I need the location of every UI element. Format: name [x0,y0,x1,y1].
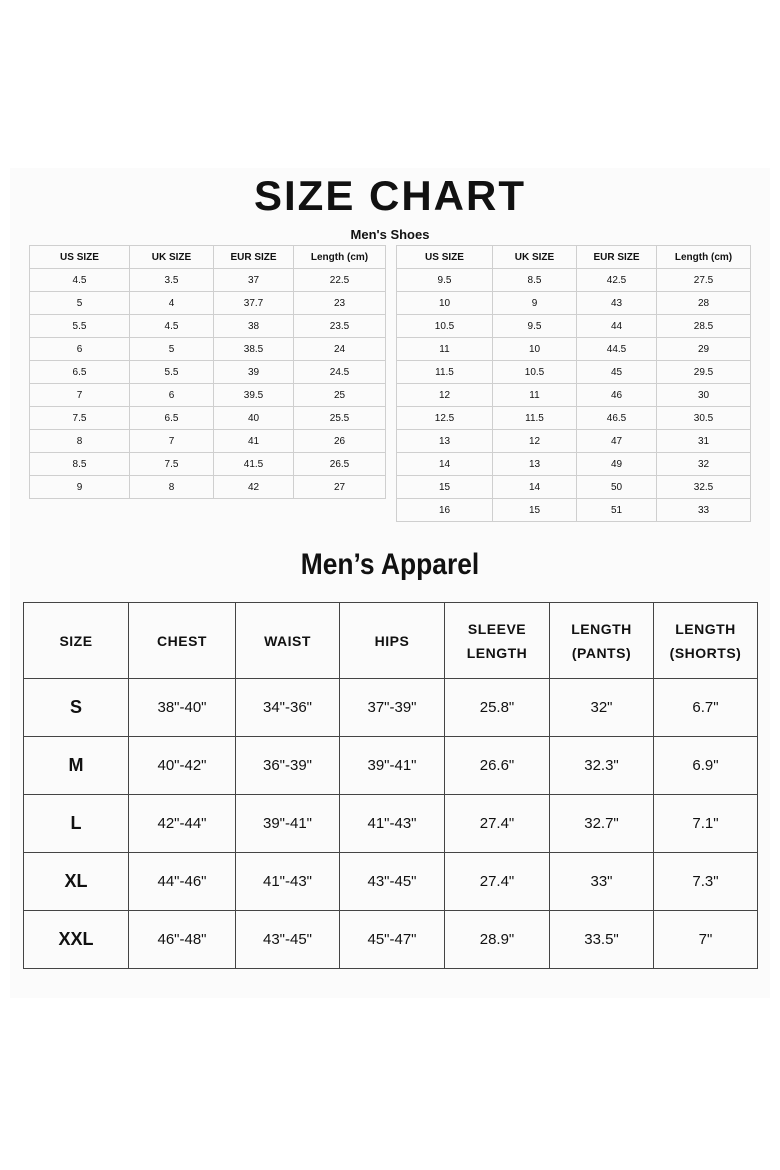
table-cell: 50 [577,476,657,499]
table-cell: 10.5 [493,361,577,384]
column-header [129,603,236,679]
table-cell: 32.3" [550,737,654,795]
table-cell: 29 [657,338,751,361]
table-cell: 7 [30,384,130,407]
table-cell: 40 [214,407,294,430]
table-cell: 5 [30,292,130,315]
table-row [30,338,386,361]
shoe-size-table-right [396,245,751,522]
apparel-size-table [23,602,758,969]
table-row [397,499,751,522]
table-row [30,361,386,384]
table-cell: 39 [214,361,294,384]
table-row [397,476,751,499]
table-row [397,407,751,430]
table-cell: 23 [294,292,386,315]
table-cell: 16 [397,499,493,522]
table-cell: 30 [657,384,751,407]
table-row [30,453,386,476]
table-cell: 5 [130,338,214,361]
table-cell: 9 [493,292,577,315]
table-cell: 41 [214,430,294,453]
table-cell: 11.5 [397,361,493,384]
table-cell: 27.5 [657,269,751,292]
table-row [397,292,751,315]
column-header: Length (cm) [657,246,751,269]
table-cell: 11.5 [493,407,577,430]
table-cell: 40"-42" [129,737,236,795]
table-cell: 10.5 [397,315,493,338]
table-cell: 42.5 [577,269,657,292]
table-row [397,338,751,361]
table-cell: 43"-45" [236,911,340,969]
table-cell: 31 [657,430,751,453]
table-row [24,853,758,911]
table-cell: 34"-36" [236,679,340,737]
table-cell: 29.5 [657,361,751,384]
table-cell: 26 [294,430,386,453]
table-cell: 42"-44" [129,795,236,853]
table-cell: 38"-40" [129,679,236,737]
table-cell: 43"-45" [340,853,445,911]
table-cell: 46 [577,384,657,407]
table-cell: 15 [397,476,493,499]
shoe-size-table-left [29,245,386,499]
column-header [654,603,758,679]
table-cell: 46.5 [577,407,657,430]
table-cell: 39.5 [214,384,294,407]
table-row [397,453,751,476]
table-row [24,679,758,737]
table-cell: 5.5 [130,361,214,384]
table-header-row [397,246,751,269]
page-title: SIZE CHART [254,172,526,219]
table-header-row [30,246,386,269]
table-cell: 37 [214,269,294,292]
table-cell: 30.5 [657,407,751,430]
table-cell: 39"-41" [236,795,340,853]
table-row [30,407,386,430]
table-cell: 12.5 [397,407,493,430]
apparel-title: Men’s Apparel [300,548,480,581]
table-cell: 27.4" [445,795,550,853]
table-cell: 10 [397,292,493,315]
table-row [24,911,758,969]
table-cell: XL [24,853,129,911]
table-cell: XXL [24,911,129,969]
table-row [397,269,751,292]
table-cell: M [24,737,129,795]
table-cell: 32.5 [657,476,751,499]
table-cell: 26.5 [294,453,386,476]
table-cell: 38.5 [214,338,294,361]
table-cell: 6 [130,384,214,407]
table-cell: 26.6" [445,737,550,795]
table-cell: 46"-48" [129,911,236,969]
table-cell: 33.5" [550,911,654,969]
table-cell: 27.4" [445,853,550,911]
table-cell: 32 [657,453,751,476]
column-header [445,603,550,679]
table-cell: 28.9" [445,911,550,969]
table-row [397,361,751,384]
table-cell: 11 [493,384,577,407]
table-cell: 14 [493,476,577,499]
table-row [30,269,386,292]
column-header-line: HIPS [374,632,410,649]
table-cell: 36"-39" [236,737,340,795]
table-cell: 3.5 [130,269,214,292]
column-header: EUR SIZE [577,246,657,269]
table-cell: 42 [214,476,294,499]
table-cell: 41"-43" [236,853,340,911]
column-header: US SIZE [30,246,130,269]
column-header-line: CHEST [157,632,207,649]
column-header [550,603,654,679]
column-header-line: (SHORTS) [669,644,742,661]
column-header: UK SIZE [130,246,214,269]
table-cell: 41"-43" [340,795,445,853]
table-row [397,430,751,453]
table-cell: 9.5 [397,269,493,292]
table-cell: 6 [30,338,130,361]
column-header [340,603,445,679]
table-cell: 12 [397,384,493,407]
table-cell: 6.5 [130,407,214,430]
table-cell: 13 [493,453,577,476]
table-cell: 8 [30,430,130,453]
table-cell: 22.5 [294,269,386,292]
column-header [24,603,129,679]
table-cell: 37.7 [214,292,294,315]
table-row [24,795,758,853]
table-cell: 28 [657,292,751,315]
table-cell: 15 [493,499,577,522]
table-cell: 10 [493,338,577,361]
column-header: EUR SIZE [214,246,294,269]
table-cell: 14 [397,453,493,476]
table-cell: 24.5 [294,361,386,384]
table-cell: 32" [550,679,654,737]
table-cell: 13 [397,430,493,453]
table-cell: 4 [130,292,214,315]
table-cell: 8.5 [493,269,577,292]
column-header-line: SLEEVE [467,620,527,637]
column-header-line: WAIST [264,632,311,649]
table-cell: 12 [493,430,577,453]
table-cell: 25 [294,384,386,407]
table-cell: 37"-39" [340,679,445,737]
table-cell: 39"-41" [340,737,445,795]
table-row [30,384,386,407]
table-cell: 28.5 [657,315,751,338]
table-cell: 7.3" [654,853,758,911]
table-cell: 9 [30,476,130,499]
table-cell: 7.1" [654,795,758,853]
table-cell: 11 [397,338,493,361]
table-cell: 32.7" [550,795,654,853]
table-cell: 33 [657,499,751,522]
column-header-line: (PANTS) [571,644,632,661]
column-header-line: LENGTH [571,620,632,637]
table-cell: 43 [577,292,657,315]
table-cell: 45"-47" [340,911,445,969]
table-cell: 6.7" [654,679,758,737]
table-cell: 7.5 [130,453,214,476]
table-cell: 7 [130,430,214,453]
table-cell: 6.5 [30,361,130,384]
table-cell: 41.5 [214,453,294,476]
table-cell: 44 [577,315,657,338]
table-cell: 5.5 [30,315,130,338]
column-header-line: LENGTH [675,620,736,637]
table-row [30,292,386,315]
table-cell: 8 [130,476,214,499]
shoes-subtitle: Men's Shoes [350,227,430,242]
table-cell: 7.5 [30,407,130,430]
column-header-line: LENGTH [466,644,528,661]
column-header: Length (cm) [294,246,386,269]
table-cell: 8.5 [30,453,130,476]
table-cell: 44"-46" [129,853,236,911]
column-header [236,603,340,679]
table-cell: 6.9" [654,737,758,795]
table-cell: S [24,679,129,737]
table-header-row [24,603,758,679]
table-row [397,315,751,338]
column-header: UK SIZE [493,246,577,269]
table-row [30,430,386,453]
table-cell: L [24,795,129,853]
table-cell: 4.5 [130,315,214,338]
table-cell: 47 [577,430,657,453]
table-cell: 25.5 [294,407,386,430]
table-cell: 4.5 [30,269,130,292]
column-header: US SIZE [397,246,493,269]
table-cell: 33" [550,853,654,911]
table-cell: 24 [294,338,386,361]
table-cell: 23.5 [294,315,386,338]
table-cell: 44.5 [577,338,657,361]
table-row [397,384,751,407]
table-row [24,737,758,795]
table-cell: 25.8" [445,679,550,737]
table-cell: 51 [577,499,657,522]
table-cell: 7" [654,911,758,969]
table-row [30,476,386,499]
table-cell: 38 [214,315,294,338]
table-row [30,315,386,338]
table-cell: 27 [294,476,386,499]
column-header-line: SIZE [59,632,93,649]
table-cell: 45 [577,361,657,384]
table-cell: 49 [577,453,657,476]
table-cell: 9.5 [493,315,577,338]
